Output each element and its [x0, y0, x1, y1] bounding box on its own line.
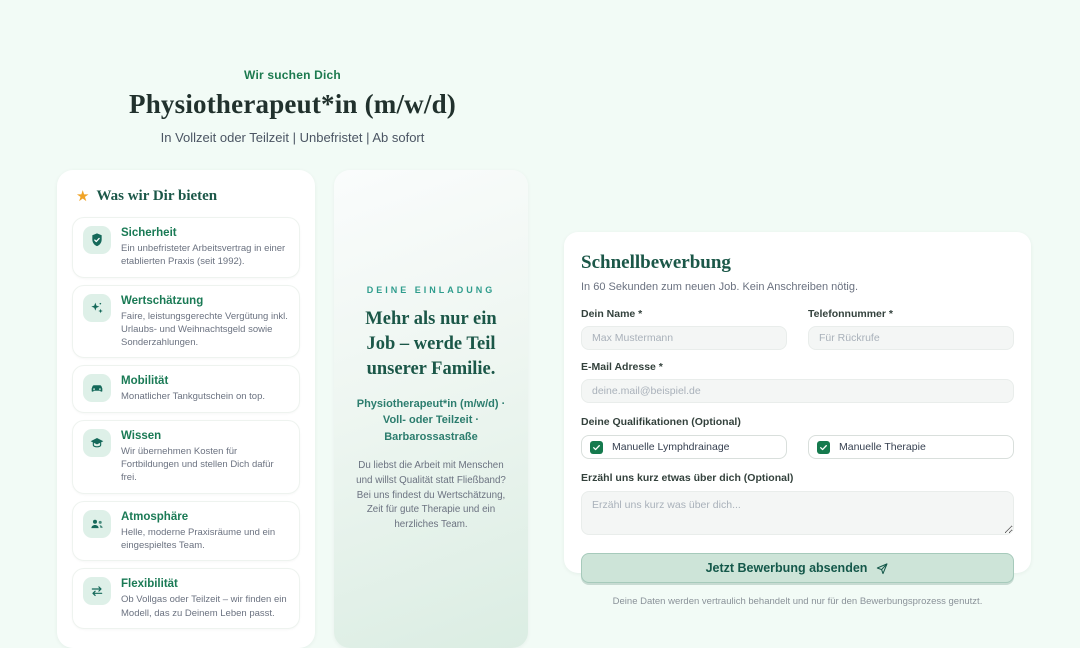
benefits-header	[76, 188, 300, 205]
benefit-description: Helle, moderne Praxisräume und ein eingespieltes Team.	[121, 526, 276, 551]
benefit-description: Wir übernehmen Kosten für Fortbildungen und stellen Dich dafür frei.	[121, 445, 274, 484]
header-eyebrow: Wir suchen Dich	[244, 68, 341, 82]
page-title: Physiotherapeut*in (m/w/d)	[129, 89, 456, 119]
submit-application-button[interactable]	[581, 553, 1014, 583]
benefit-item-sicherheit	[72, 217, 300, 278]
invitation-subtitle: Physiotherapeut*in (m/w/d) · Voll- oder Teilzeit · Barbarossastraße	[356, 397, 506, 443]
graduation-cap-icon	[83, 429, 111, 457]
about-textarea[interactable]	[581, 491, 1014, 535]
form-subtitle: In 60 Sekunden zum neuen Job. Kein Anschreiben nötig.	[581, 281, 859, 293]
name-phone-row	[581, 308, 1014, 350]
phone-input[interactable]	[808, 326, 1014, 350]
page-content	[57, 68, 1031, 648]
benefit-description: Monatlicher Tankgutschein on top.	[121, 391, 265, 403]
phone-label: Telefonnummer *	[808, 308, 893, 320]
benefit-item-mobilitaet	[72, 365, 300, 412]
email-label: E-Mail Adresse *	[581, 361, 663, 373]
qualification-option-label: Manuelle Therapie	[839, 441, 926, 453]
qualification-option-label: Manuelle Lymphdrainage	[612, 441, 730, 453]
shield-check-icon	[83, 226, 111, 254]
email-input[interactable]	[581, 379, 1014, 403]
job-header	[57, 68, 528, 170]
left-column	[57, 68, 528, 648]
qualifications-row	[581, 435, 1014, 459]
star-icon: ★	[76, 188, 90, 205]
form-title: Schnellbewerbung	[581, 252, 731, 273]
benefit-description: Ob Vollgas oder Teilzeit – wir finden ein Modell, das zu Deinem Leben passt.	[121, 594, 287, 619]
benefits-card	[57, 170, 315, 648]
submit-button-label: Jetzt Bewerbung absenden	[705, 561, 868, 575]
benefit-title: Atmosphäre	[121, 510, 189, 523]
invitation-body: Du liebst die Arbeit mit Menschen und willst Qualität statt Fließband? Bei uns findest du Wertschätzung, Zeit für gute Therapie und ein herzliches Team.	[356, 460, 506, 531]
name-input[interactable]	[581, 326, 787, 350]
swap-arrows-icon	[83, 577, 111, 605]
invitation-card	[334, 170, 528, 648]
qualifications-label: Deine Qualifikationen (Optional)	[581, 416, 741, 428]
car-icon	[83, 374, 111, 402]
team-icon	[83, 510, 111, 538]
qualification-option-therapie[interactable]	[808, 435, 1014, 459]
benefit-title: Wissen	[121, 429, 162, 442]
benefits-title: Was wir Dir bieten	[96, 188, 218, 204]
benefit-title: Sicherheit	[121, 227, 177, 239]
benefit-description: Ein unbefristeter Arbeitsvertrag in einer etablierten Praxis (seit 1992).	[121, 243, 286, 268]
checkbox-checked-icon[interactable]	[590, 441, 603, 454]
benefit-title: Wertschätzung	[121, 294, 204, 307]
application-form-card	[564, 232, 1031, 607]
about-label: Erzähl uns kurz etwas über dich (Optional)	[581, 472, 794, 484]
name-label: Dein Name *	[581, 308, 643, 320]
privacy-note: Deine Daten werden vertraulich behandelt und nur für den Bewerbungsprozess genutzt.	[612, 596, 983, 607]
checkbox-checked-icon[interactable]	[817, 441, 830, 454]
invitation-title: Mehr als nur ein Job – werde Teil unserer Familie.	[365, 309, 497, 379]
invitation-eyebrow: DEINE EINLADUNG	[366, 285, 496, 295]
sparkles-icon	[83, 294, 111, 322]
benefit-item-wissen	[72, 420, 300, 494]
page-subtitle: In Vollzeit oder Teilzeit | Unbefristet | Ab sofort	[160, 130, 425, 145]
benefit-title: Flexibilität	[121, 578, 178, 591]
benefit-description: Faire, leistungsgerechte Vergütung inkl. Urlaubs- und Weihnachtsgeld sowie Sonderzahlungen.	[121, 310, 288, 349]
benefit-item-atmosphaere	[72, 501, 300, 562]
cards-row	[57, 170, 528, 648]
benefit-item-wertschaetzung	[72, 285, 300, 359]
benefit-title: Mobilität	[121, 375, 169, 388]
send-icon	[875, 561, 889, 575]
qualification-option-lymphdrainage[interactable]	[581, 435, 787, 459]
